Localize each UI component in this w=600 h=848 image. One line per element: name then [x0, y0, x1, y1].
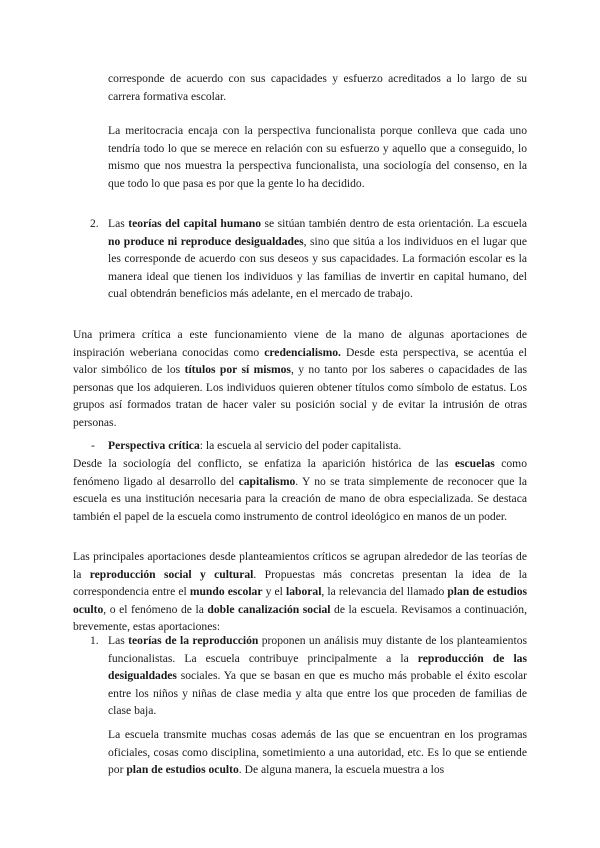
bold-term: plan de estudios oculto [73, 585, 528, 616]
bullet-dash: - [91, 439, 95, 452]
bold-term: no produce ni reproduce desigualdades [108, 234, 304, 248]
paragraph-plan-oculto: La escuela transmite muchas cosas además de las que se encuentran en los programas oficiales, cosas como disciplina, sometimiento a una autoridad, etc. Es lo que se entiende por plan de estudios oculto. De alguna manera, la escuela muestra a los [108, 728, 527, 777]
list-number-1: 1. [90, 634, 99, 647]
bold-term: teorías de la reproducción [128, 634, 259, 647]
bold-term: reproducción social y cultural [89, 567, 254, 581]
bold-term: títulos por sí mismos [184, 363, 291, 377]
paragraph-intro: corresponde de acuerdo con sus capacidades y esfuerzo acreditados a lo largo de su carrera formativa escolar. [108, 72, 527, 103]
bold-term: mundo escolar [189, 585, 263, 599]
bold-term: Perspectiva crítica [108, 439, 200, 452]
bold-term: credencialismo. [264, 345, 341, 359]
bold-term: reproducción de las desigualdades [108, 651, 527, 683]
bold-term: laboral [285, 585, 322, 599]
bold-term: doble canalización social [207, 602, 331, 616]
paragraph-meritocracia: La meritocracia encaja con la perspectiva funcionalista porque conlleva que cada uno tendría todo lo que se merece en relación con su esfuerzo y aquello que a conseguido, lo mismo que nos muestra la perspectiva funcionalista, una sociología del consenso, en la que todo lo que pasa es por que la gente lo ha decidido. [108, 124, 527, 190]
list-item-capital-humano: Las teorías del capital humano se sitúan también dentro de esta orientación. La escuela no produce ni reproduce desigualdades, sino que sitúa a los individuos en el lugar que les corresponde de acuerdo con sus deseos y sus capacidades. La formación escolar es la manera ideal que tienen los individuos y las familias de invertir en capital humano, del cual obtendrán beneficios más adelante, en el mercado de trabajo. [108, 217, 527, 301]
paragraph-aportaciones: Las principales aportaciones desde planteamientos críticos se agrupan alrededor de las teorías de la reproducción social y cultural. Propuestas más concretas presentan la idea de la correspondencia entre el mundo escolar y el laboral, la relevancia del llamado plan de estudios oculto, o el fenómeno de la doble canalización social de la escuela. Revisamos a continuación, brevemente, estas aportaciones: [73, 550, 528, 634]
paragraph-credencialismo: Una primera crítica a este funcionamiento viene de la mano de algunas aportaciones de inspiración weberiana conocidas como credencialismo. Desde esta perspectiva, se acentúa el valor simbólico de los títulos por sí mismos, y no tanto por los saberes o capacidades de las personas que los adquieren. Los individuos quieren obtener títulos como símbolo de estatus. Los grupos así formados tratan de hacer valer su posición social y de evitar la intrusión de otras personas. [73, 328, 528, 429]
bullet-perspectiva-critica: Perspectiva crítica: la escuela al servicio del poder capitalista. [108, 439, 402, 452]
bold-term: teorías del capital humano [128, 217, 262, 230]
bold-term: escuelas [454, 457, 495, 470]
paragraph-conflicto: Desde la sociología del conflicto, se enfatiza la aparición histórica de las escuelas como fenómeno ligado al desarrollo del capitalismo. Y no se trata simplemente de reconocer que la escuela es una institución necesaria para la creación de mano de obra especializada. Se destaca también el papel de la escuela como instrumento de control ideológico en manos de un poder. [73, 457, 527, 523]
list-number-2: 2. [90, 217, 99, 230]
bold-term: plan de estudios oculto [126, 763, 239, 777]
bold-term: capitalismo [238, 474, 296, 488]
list-item-reproduccion: Las teorías de la reproducción proponen un análisis muy distante de los planteamientos funcionalistas. La escuela contribuye principalmente a la reproducción de las desigualdades sociales. Ya que se basan en que es mucho más probable el éxito escolar entre los niños y niñas de clase media y alta que entre los que proceden de familias de clase baja. [108, 634, 527, 718]
